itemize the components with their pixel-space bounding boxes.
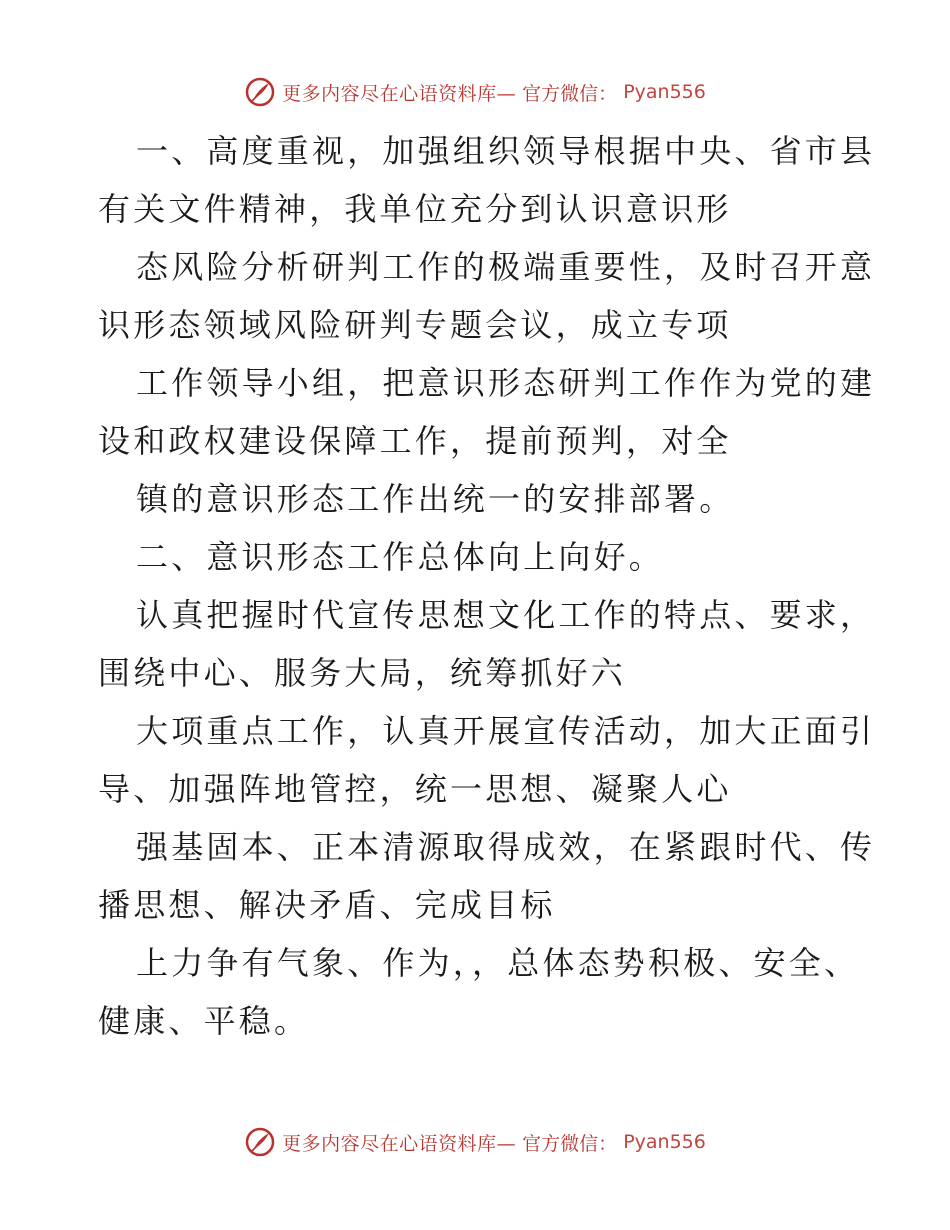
watermark-contact-label: 官方微信：	[522, 1132, 618, 1155]
paragraph-line: 工作领导小组，把意识形态研判工作作为党的建	[136, 364, 876, 402]
paragraph-line: 镇的意识形态工作出统一的安排部署。	[136, 480, 735, 518]
paragraph-line: 一、高度重视，加强组织领导根据中央、省市县	[136, 132, 876, 170]
paragraph-line: 有关文件精神，我单位充分到认识意识形	[98, 190, 732, 228]
paragraph-line: 大项重点工作，认真开展宣传活动，加大正面引	[136, 712, 876, 750]
paragraph-line: 强基固本、正本清源取得成效，在紧跟时代、传	[136, 828, 876, 866]
feather-pen-icon	[244, 1126, 276, 1158]
paragraph-line: 设和政权建设保障工作，提前预判，对全	[98, 422, 732, 460]
footer-watermark	[0, 1122, 950, 1162]
paragraph-line: 播思想、解决矛盾、完成目标	[98, 886, 556, 924]
paragraph-line: 上力争有气象、作为，，总体态势积极、安全、	[136, 944, 860, 982]
paragraph-line: 态风险分析研判工作的极端重要性，及时召开意	[136, 248, 876, 286]
watermark-wechat-id: Pyan556	[623, 81, 706, 103]
paragraph-line: 导、加强阵地管控，统一思想、凝聚人心	[98, 770, 732, 808]
paragraph-line: 健康、平稳。	[98, 1002, 310, 1040]
watermark-wechat-id: Pyan556	[623, 1131, 706, 1153]
paragraph-line: 识形态领域风险研判专题会议，成立专项	[98, 306, 732, 344]
watermark-text: 更多内容尽在心语资料库—	[282, 82, 517, 105]
document-body	[98, 122, 876, 1050]
feather-pen-icon	[244, 76, 276, 108]
watermark-text: 更多内容尽在心语资料库—	[282, 1132, 517, 1155]
paragraph-line: 二、意识形态工作总体向上向好。	[136, 538, 665, 576]
paragraph-line: 围绕中心、服务大局，统筹抓好六	[98, 654, 627, 692]
header-watermark	[0, 72, 950, 112]
watermark-contact-label: 官方微信：	[522, 82, 618, 105]
paragraph-line: 认真把握时代宣传思想文化工作的特点、要求，	[136, 596, 876, 634]
